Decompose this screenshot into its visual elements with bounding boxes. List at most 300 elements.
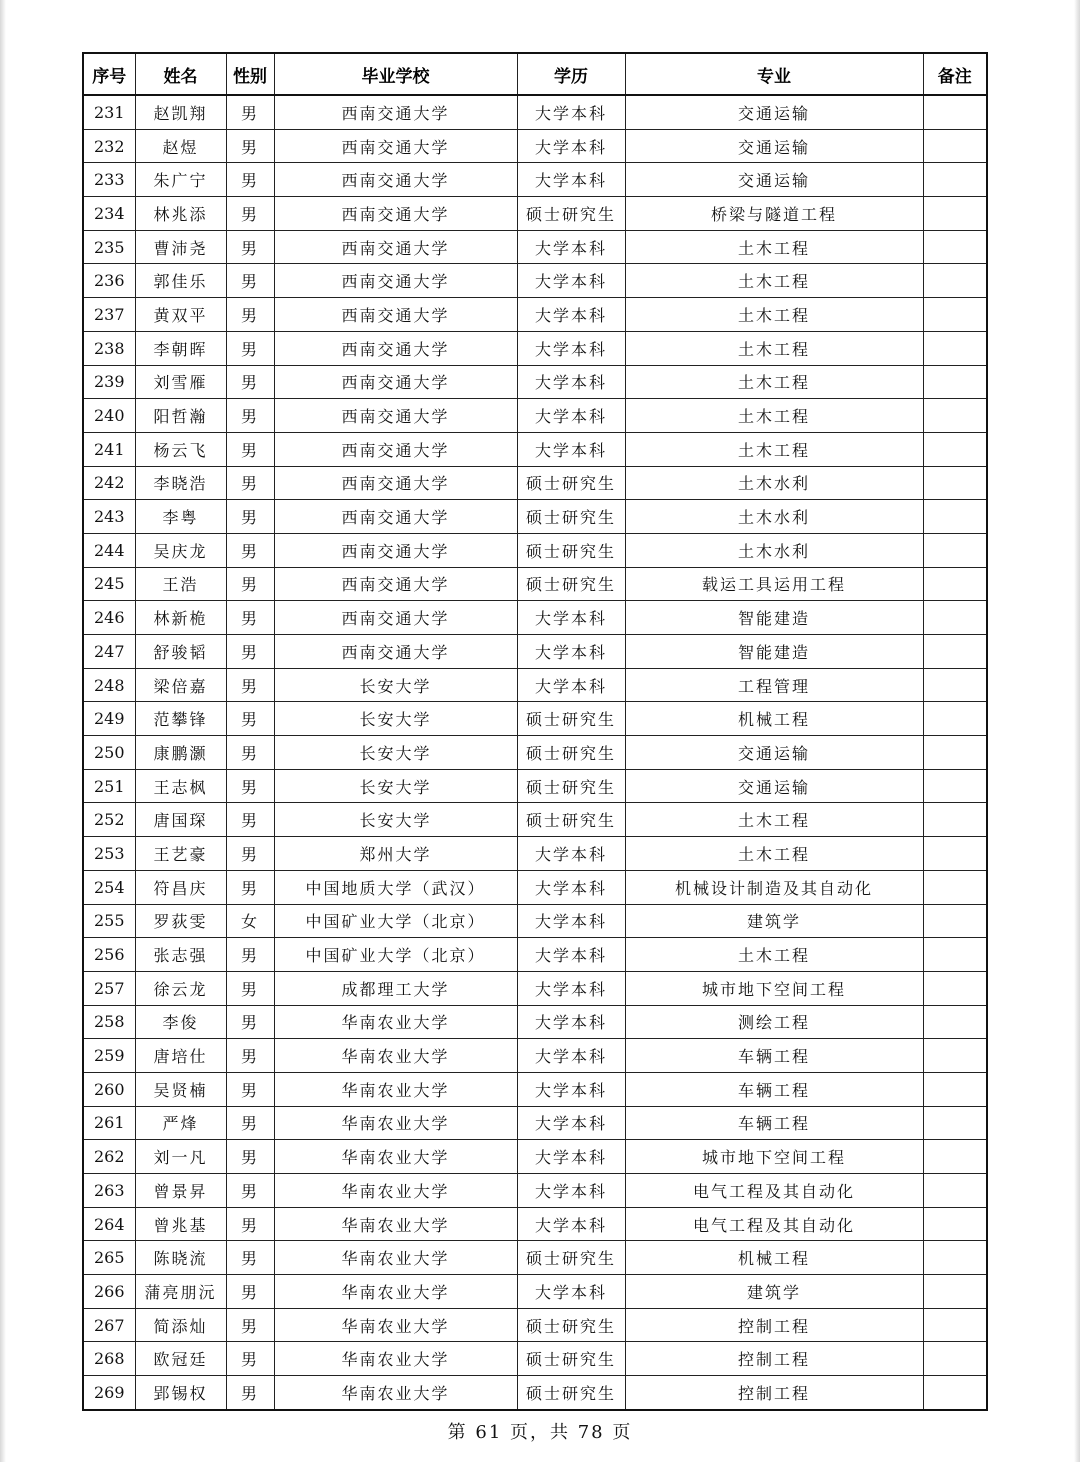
cell-school: 华南农业大学 [274,1072,517,1106]
cell-remarks [923,95,987,129]
table-row [83,264,987,298]
cell-school: 西南交通大学 [274,635,517,669]
cell-school: 西南交通大学 [274,399,517,433]
cell-index: 269 [83,1376,135,1410]
cell-index: 253 [83,837,135,871]
cell-index: 264 [83,1207,135,1241]
table-row [83,163,987,197]
cell-remarks [923,635,987,669]
cell-gender: 男 [226,331,274,365]
cell-gender: 男 [226,129,274,163]
cell-remarks [923,399,987,433]
table-row [83,904,987,938]
cell-index: 232 [83,129,135,163]
cell-school: 西南交通大学 [274,432,517,466]
table-row [83,567,987,601]
cell-degree: 大学本科 [517,399,625,433]
cell-major: 土木水利 [625,500,923,534]
cell-remarks [923,1072,987,1106]
cell-school: 西南交通大学 [274,466,517,500]
table-row [83,1275,987,1309]
cell-major: 控制工程 [625,1308,923,1342]
cell-degree: 大学本科 [517,971,625,1005]
table-row [83,129,987,163]
cell-name: 郢锡权 [135,1376,226,1410]
cell-school: 中国地质大学（武汉） [274,870,517,904]
cell-major: 控制工程 [625,1342,923,1376]
cell-gender: 男 [226,298,274,332]
header-major: 专业 [625,53,923,95]
cell-index: 255 [83,904,135,938]
cell-gender: 男 [226,264,274,298]
table-row [83,1308,987,1342]
cell-major: 建筑学 [625,1275,923,1309]
table-row [83,1039,987,1073]
cell-major: 城市地下空间工程 [625,1140,923,1174]
cell-school: 华南农业大学 [274,1342,517,1376]
cell-index: 241 [83,432,135,466]
cell-major: 土木工程 [625,803,923,837]
cell-major: 工程管理 [625,668,923,702]
table-row [83,971,987,1005]
cell-school: 华南农业大学 [274,1106,517,1140]
cell-index: 257 [83,971,135,1005]
cell-degree: 硕士研究生 [517,500,625,534]
cell-degree: 大学本科 [517,1140,625,1174]
cell-gender: 男 [226,769,274,803]
cell-school: 长安大学 [274,769,517,803]
cell-name: 曾兆基 [135,1207,226,1241]
cell-school: 中国矿业大学（北京） [274,904,517,938]
cell-remarks [923,1005,987,1039]
cell-index: 258 [83,1005,135,1039]
cell-degree: 硕士研究生 [517,803,625,837]
cell-degree: 大学本科 [517,938,625,972]
cell-remarks [923,938,987,972]
header-degree: 学历 [517,53,625,95]
table-row [83,365,987,399]
cell-major: 土木工程 [625,230,923,264]
cell-remarks [923,163,987,197]
table-body [83,95,987,1410]
cell-major: 测绘工程 [625,1005,923,1039]
cell-gender: 女 [226,904,274,938]
cell-name: 范攀锋 [135,702,226,736]
cell-major: 车辆工程 [625,1072,923,1106]
cell-major: 交通运输 [625,129,923,163]
table-row [83,1342,987,1376]
cell-major: 交通运输 [625,736,923,770]
cell-gender: 男 [226,736,274,770]
cell-major: 土木工程 [625,365,923,399]
cell-index: 237 [83,298,135,332]
header-row [83,53,987,95]
cell-remarks [923,1106,987,1140]
cell-remarks [923,500,987,534]
cell-name: 吴庆龙 [135,533,226,567]
cell-gender: 男 [226,1275,274,1309]
table-row [83,1376,987,1410]
table-row [83,635,987,669]
cell-school: 华南农业大学 [274,1275,517,1309]
cell-index: 238 [83,331,135,365]
table-row [83,1106,987,1140]
cell-degree: 大学本科 [517,1106,625,1140]
cell-school: 长安大学 [274,702,517,736]
cell-major: 交通运输 [625,163,923,197]
cell-name: 唐培仕 [135,1039,226,1073]
cell-remarks [923,1207,987,1241]
cell-gender: 男 [226,870,274,904]
cell-index: 249 [83,702,135,736]
cell-remarks [923,197,987,231]
table-row [83,466,987,500]
cell-degree: 大学本科 [517,1207,625,1241]
cell-remarks [923,298,987,332]
cell-school: 华南农业大学 [274,1005,517,1039]
cell-major: 土木工程 [625,264,923,298]
cell-major: 交通运输 [625,769,923,803]
cell-degree: 硕士研究生 [517,197,625,231]
cell-gender: 男 [226,1241,274,1275]
cell-name: 吴贤楠 [135,1072,226,1106]
cell-degree: 大学本科 [517,129,625,163]
cell-school: 华南农业大学 [274,1039,517,1073]
cell-school: 西南交通大学 [274,365,517,399]
cell-remarks [923,129,987,163]
cell-school: 中国矿业大学（北京） [274,938,517,972]
cell-major: 土木水利 [625,466,923,500]
cell-major: 交通运输 [625,95,923,129]
cell-degree: 大学本科 [517,904,625,938]
header-name: 姓名 [135,53,226,95]
cell-major: 机械工程 [625,1241,923,1275]
cell-index: 243 [83,500,135,534]
cell-name: 舒骏韬 [135,635,226,669]
cell-index: 259 [83,1039,135,1073]
header-school: 毕业学校 [274,53,517,95]
cell-major: 车辆工程 [625,1039,923,1073]
cell-gender: 男 [226,567,274,601]
cell-school: 长安大学 [274,803,517,837]
cell-name: 赵凯翔 [135,95,226,129]
cell-remarks [923,365,987,399]
cell-name: 蒲亮朋沅 [135,1275,226,1309]
cell-name: 唐国琛 [135,803,226,837]
cell-remarks [923,904,987,938]
cell-index: 260 [83,1072,135,1106]
cell-name: 陈晓流 [135,1241,226,1275]
cell-school: 西南交通大学 [274,163,517,197]
cell-index: 266 [83,1275,135,1309]
cell-remarks [923,837,987,871]
cell-name: 李晓浩 [135,466,226,500]
cell-gender: 男 [226,837,274,871]
cell-name: 李朝晖 [135,331,226,365]
cell-gender: 男 [226,702,274,736]
cell-name: 黄双平 [135,298,226,332]
cell-name: 林兆添 [135,197,226,231]
cell-major: 土木工程 [625,399,923,433]
cell-degree: 硕士研究生 [517,567,625,601]
cell-name: 赵煜 [135,129,226,163]
cell-index: 256 [83,938,135,972]
cell-name: 朱广宁 [135,163,226,197]
cell-school: 西南交通大学 [274,129,517,163]
cell-gender: 男 [226,1039,274,1073]
cell-school: 西南交通大学 [274,298,517,332]
table-row [83,938,987,972]
cell-major: 城市地下空间工程 [625,971,923,1005]
cell-index: 262 [83,1140,135,1174]
cell-remarks [923,803,987,837]
cell-name: 郭佳乐 [135,264,226,298]
cell-index: 247 [83,635,135,669]
cell-index: 246 [83,601,135,635]
table-row [83,736,987,770]
cell-gender: 男 [226,466,274,500]
cell-remarks [923,702,987,736]
cell-gender: 男 [226,533,274,567]
table-row [83,1140,987,1174]
cell-major: 土木工程 [625,938,923,972]
cell-school: 西南交通大学 [274,567,517,601]
cell-major: 电气工程及其自动化 [625,1174,923,1208]
cell-major: 土木水利 [625,533,923,567]
cell-name: 王艺豪 [135,837,226,871]
page-edge-left [0,0,6,1462]
cell-school: 长安大学 [274,736,517,770]
cell-remarks [923,601,987,635]
cell-degree: 大学本科 [517,837,625,871]
cell-school: 西南交通大学 [274,95,517,129]
cell-school: 成都理工大学 [274,971,517,1005]
cell-name: 罗荻雯 [135,904,226,938]
cell-gender: 男 [226,399,274,433]
cell-school: 华南农业大学 [274,1174,517,1208]
cell-index: 231 [83,95,135,129]
table-row [83,1207,987,1241]
cell-remarks [923,1140,987,1174]
table-row [83,533,987,567]
cell-index: 251 [83,769,135,803]
table-row [83,601,987,635]
cell-major: 土木工程 [625,837,923,871]
table-row [83,197,987,231]
cell-name: 李粤 [135,500,226,534]
cell-major: 控制工程 [625,1376,923,1410]
cell-remarks [923,230,987,264]
cell-gender: 男 [226,1376,274,1410]
header-gender: 性别 [226,53,274,95]
cell-degree: 硕士研究生 [517,736,625,770]
table-row [83,837,987,871]
cell-index: 252 [83,803,135,837]
cell-remarks [923,1342,987,1376]
cell-gender: 男 [226,635,274,669]
cell-name: 王志枫 [135,769,226,803]
cell-school: 华南农业大学 [274,1140,517,1174]
cell-degree: 大学本科 [517,230,625,264]
cell-name: 杨云飞 [135,432,226,466]
cell-remarks [923,769,987,803]
header-remarks: 备注 [923,53,987,95]
table-row [83,702,987,736]
table-row [83,1241,987,1275]
cell-index: 265 [83,1241,135,1275]
cell-degree: 大学本科 [517,635,625,669]
cell-degree: 大学本科 [517,1072,625,1106]
cell-major: 机械工程 [625,702,923,736]
cell-degree: 大学本科 [517,1174,625,1208]
cell-remarks [923,1174,987,1208]
cell-name: 阳哲瀚 [135,399,226,433]
table-row [83,668,987,702]
cell-school: 郑州大学 [274,837,517,871]
table-row [83,870,987,904]
cell-name: 李俊 [135,1005,226,1039]
cell-remarks [923,331,987,365]
cell-remarks [923,533,987,567]
cell-index: 267 [83,1308,135,1342]
cell-remarks [923,736,987,770]
cell-major: 智能建造 [625,601,923,635]
cell-degree: 硕士研究生 [517,1342,625,1376]
cell-remarks [923,971,987,1005]
cell-degree: 硕士研究生 [517,466,625,500]
cell-name: 王浩 [135,567,226,601]
cell-major: 车辆工程 [625,1106,923,1140]
cell-school: 西南交通大学 [274,331,517,365]
cell-remarks [923,466,987,500]
cell-index: 263 [83,1174,135,1208]
cell-gender: 男 [226,668,274,702]
cell-major: 建筑学 [625,904,923,938]
cell-gender: 男 [226,163,274,197]
cell-degree: 大学本科 [517,1005,625,1039]
table-row [83,1072,987,1106]
cell-school: 华南农业大学 [274,1241,517,1275]
cell-name: 欧冠廷 [135,1342,226,1376]
cell-gender: 男 [226,1005,274,1039]
table-row [83,769,987,803]
cell-school: 西南交通大学 [274,533,517,567]
cell-school: 华南农业大学 [274,1308,517,1342]
cell-remarks [923,1275,987,1309]
table-row [83,432,987,466]
cell-index: 234 [83,197,135,231]
cell-major: 土木工程 [625,432,923,466]
cell-index: 242 [83,466,135,500]
cell-gender: 男 [226,1342,274,1376]
cell-school: 华南农业大学 [274,1207,517,1241]
roster-table [82,52,988,1411]
page-number: 第 61 页，共 78 页 [447,1422,633,1443]
cell-index: 245 [83,567,135,601]
cell-index: 240 [83,399,135,433]
table-header [83,53,987,95]
cell-school: 西南交通大学 [274,230,517,264]
cell-gender: 男 [226,1140,274,1174]
cell-major: 机械设计制造及其自动化 [625,870,923,904]
cell-name: 刘雪雁 [135,365,226,399]
cell-remarks [923,264,987,298]
cell-name: 曹沛尧 [135,230,226,264]
cell-degree: 硕士研究生 [517,1376,625,1410]
cell-gender: 男 [226,1308,274,1342]
table-row [83,230,987,264]
cell-index: 268 [83,1342,135,1376]
cell-degree: 大学本科 [517,331,625,365]
table-row [83,803,987,837]
cell-gender: 男 [226,938,274,972]
cell-gender: 男 [226,1174,274,1208]
cell-name: 曾景昇 [135,1174,226,1208]
cell-name: 林新桅 [135,601,226,635]
cell-major: 土木工程 [625,331,923,365]
cell-name: 符昌庆 [135,870,226,904]
cell-school: 西南交通大学 [274,264,517,298]
table-row [83,399,987,433]
cell-name: 简添灿 [135,1308,226,1342]
cell-degree: 大学本科 [517,365,625,399]
table-row [83,331,987,365]
cell-degree: 硕士研究生 [517,533,625,567]
table-row [83,1005,987,1039]
cell-name: 张志强 [135,938,226,972]
cell-index: 248 [83,668,135,702]
cell-degree: 硕士研究生 [517,702,625,736]
table-row [83,95,987,129]
cell-degree: 大学本科 [517,264,625,298]
cell-name: 徐云龙 [135,971,226,1005]
cell-school: 西南交通大学 [274,500,517,534]
cell-remarks [923,1308,987,1342]
cell-major: 载运工具运用工程 [625,567,923,601]
cell-gender: 男 [226,95,274,129]
cell-index: 250 [83,736,135,770]
cell-school: 华南农业大学 [274,1376,517,1410]
cell-name: 刘一凡 [135,1140,226,1174]
cell-remarks [923,668,987,702]
cell-gender: 男 [226,365,274,399]
page-edge-right [1074,0,1080,1462]
cell-degree: 大学本科 [517,432,625,466]
cell-remarks [923,567,987,601]
cell-remarks [923,870,987,904]
cell-degree: 大学本科 [517,601,625,635]
cell-degree: 大学本科 [517,95,625,129]
table-row [83,500,987,534]
cell-index: 261 [83,1106,135,1140]
cell-gender: 男 [226,803,274,837]
cell-remarks [923,432,987,466]
table-row [83,1174,987,1208]
cell-name: 严烽 [135,1106,226,1140]
cell-degree: 硕士研究生 [517,1308,625,1342]
cell-gender: 男 [226,601,274,635]
cell-index: 235 [83,230,135,264]
cell-degree: 大学本科 [517,1275,625,1309]
cell-remarks [923,1241,987,1275]
cell-degree: 大学本科 [517,298,625,332]
cell-gender: 男 [226,1072,274,1106]
cell-degree: 硕士研究生 [517,769,625,803]
cell-index: 239 [83,365,135,399]
cell-degree: 硕士研究生 [517,1241,625,1275]
cell-gender: 男 [226,1106,274,1140]
cell-degree: 大学本科 [517,870,625,904]
